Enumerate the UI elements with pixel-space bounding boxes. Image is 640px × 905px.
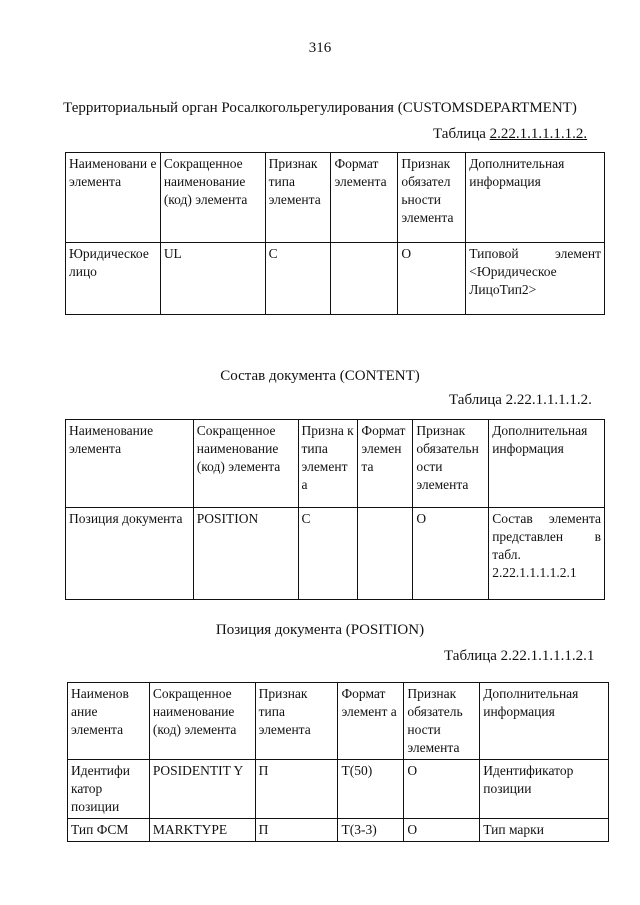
cell-element-name: Позиция документа (66, 508, 194, 600)
header-cell: Сокращенное наименование (код) элемента (193, 420, 298, 508)
table-caption-content: Таблица 2.22.1.1.1.1.2. (449, 392, 592, 408)
cell-element-code: UL (160, 243, 265, 315)
header-cell: Сокращенное наименование (код) элемента (149, 683, 255, 760)
cell-element-required: О (404, 760, 480, 819)
table-row (68, 760, 609, 819)
table-header-row (68, 683, 609, 760)
section-title-position: Позиция документа (POSITION) (215, 622, 425, 638)
table-caption-number: 2.22.1.1.1.1.1.2. (489, 126, 588, 142)
cell-element-format: T(3-3) (338, 819, 404, 842)
cell-element-name: Тип ФСМ (68, 819, 150, 842)
header-cell: Формат элемент а (338, 683, 404, 760)
header-cell: Сокращенное наименование (код) элемента (160, 153, 265, 243)
cell-element-info: Идентификатор позиции (480, 760, 609, 819)
cell-element-name: Идентифи катор позиции (68, 760, 150, 819)
cell-element-format: T(50) (338, 760, 404, 819)
cell-element-info: Состав элемента представлен в табл. 2.22.1.1.1.1.2.1 (489, 508, 605, 600)
table-header-row (66, 153, 605, 243)
header-cell: Признак типа элемента (265, 153, 331, 243)
cell-element-format (331, 243, 398, 315)
header-cell: Признак обязательн ости элемента (413, 420, 489, 508)
cell-element-type: С (265, 243, 331, 315)
header-cell: Формат элемен та (358, 420, 413, 508)
cell-element-required: О (413, 508, 489, 600)
header-cell: Наименов ание элемента (68, 683, 150, 760)
cell-element-format (358, 508, 413, 600)
header-cell: Признак обязател ьности элемента (398, 153, 466, 243)
header-cell: Наименовани е элемента (66, 153, 161, 243)
cell-element-info: Типовой элемент <Юридическое ЛицоТип2> (466, 243, 605, 315)
cell-element-info: Тип марки (480, 819, 609, 842)
table-header-row (66, 420, 605, 508)
cell-element-type: С (298, 508, 358, 600)
section-title-customs-department: Территориальный орган Росалкогольрегулирования (CUSTOMSDEPARTMENT) (63, 100, 577, 116)
header-cell: Признак обязатель ности элемента (404, 683, 480, 760)
header-cell: Формат элемента (331, 153, 398, 243)
table-position (67, 682, 609, 842)
header-cell: Дополнительная информация (489, 420, 605, 508)
table-row (68, 819, 609, 842)
page-number: 316 (308, 40, 332, 56)
cell-element-name: Юридическое лицо (66, 243, 161, 315)
header-cell: Признак типа элемента (255, 683, 338, 760)
cell-element-type: П (255, 819, 338, 842)
table-caption-prefix: Таблица (433, 126, 490, 142)
header-cell: Призна к типа элемент а (298, 420, 358, 508)
table-customs-department (65, 152, 605, 315)
cell-element-type: П (255, 760, 338, 819)
cell-element-code: MARKTYPE (149, 819, 255, 842)
cell-element-required: О (398, 243, 466, 315)
table-content (65, 419, 605, 600)
table-row (66, 243, 605, 315)
cell-element-required: О (404, 819, 480, 842)
table-row (66, 508, 605, 600)
header-cell: Дополнительная информация (466, 153, 605, 243)
section-title-content: Состав документа (CONTENT) (220, 368, 420, 384)
cell-element-code: POSITION (193, 508, 298, 600)
table-caption-customs-department (433, 126, 587, 143)
table-caption-position: Таблица 2.22.1.1.1.1.2.1 (444, 648, 595, 664)
cell-element-code: POSIDENTIT Y (149, 760, 255, 819)
header-cell: Наименование элемента (66, 420, 194, 508)
header-cell: Дополнительная информация (480, 683, 609, 760)
